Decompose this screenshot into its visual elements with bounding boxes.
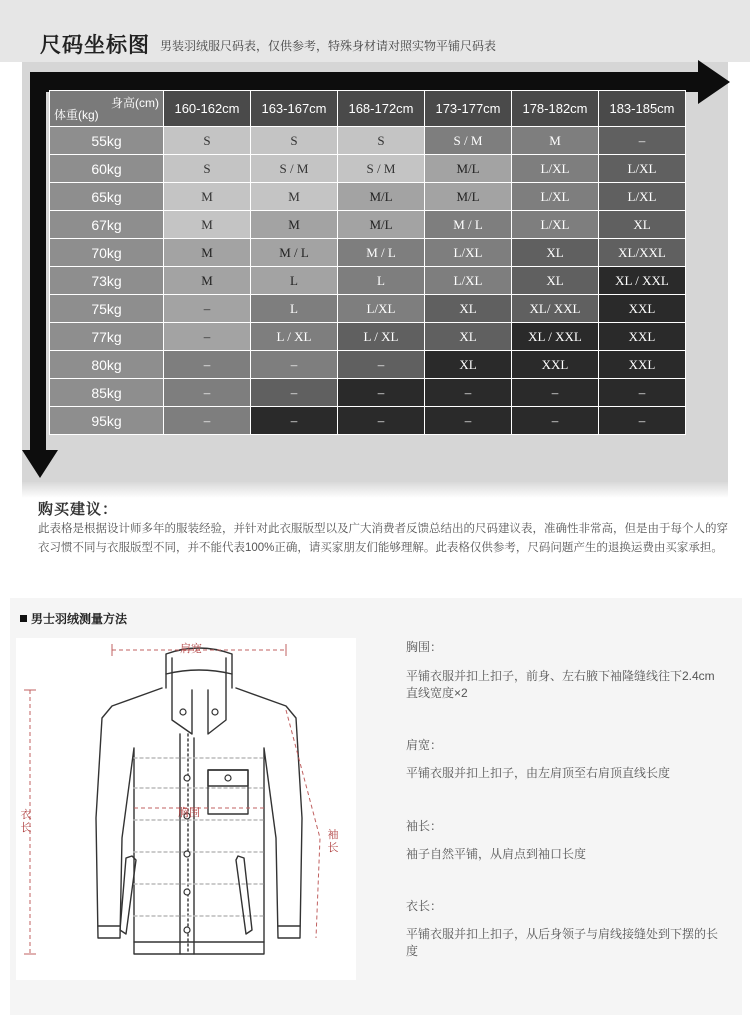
size-cell: M [164,183,251,211]
weight-row-header: 77kg [50,323,164,351]
table-row [50,295,686,323]
weight-row-header: 70kg [50,239,164,267]
size-cell: L [251,295,338,323]
chest-label: 胸围 [178,806,200,819]
advice-title: 购买建议： [38,501,119,518]
tip-text-chest: 平铺衣服并扣上扣子，前身、左右腋下袖隆缝线往下2.4cm直线宽度×2 [406,669,715,700]
size-cell: – [164,351,251,379]
size-cell: – [512,379,599,407]
size-cell: S / M [251,155,338,183]
size-cell: – [599,127,686,155]
weight-row-header: 75kg [50,295,164,323]
size-cell: L/XL [599,155,686,183]
tip-text-sleeve: 袖子自然平铺，从肩点到袖口长度 [406,847,587,861]
size-table-body [50,127,686,435]
size-cell: – [425,379,512,407]
size-cell: L [338,267,425,295]
body-length-label: 衣长 [20,808,32,834]
height-axis-label: 身高(cm) [111,96,159,110]
size-cell: L/XL [425,239,512,267]
table-row [50,351,686,379]
size-cell: M [251,211,338,239]
measurement-title-text: 男士羽绒测量方法 [31,612,128,626]
size-cell: S / M [338,155,425,183]
size-cell: XXL [512,351,599,379]
size-cell: L [251,267,338,295]
size-cell: S [251,127,338,155]
table-row [50,267,686,295]
size-cell: XL [425,323,512,351]
shoulder-width-label: 肩宽 [180,642,202,655]
size-cell: – [512,407,599,435]
size-cell: XXL [599,351,686,379]
axis-corner-cell [50,91,164,127]
table-row [50,127,686,155]
weight-row-header: 60kg [50,155,164,183]
page-subtitle: 男装羽绒服尺码表，仅供参考，特殊身材请对照实物平铺尺码表 [160,39,497,53]
table-row [50,211,686,239]
size-cell: XL [425,351,512,379]
weight-row-header: 55kg [50,127,164,155]
size-cell: L/XL [599,183,686,211]
size-cell: XL [425,295,512,323]
size-cell: XL [512,239,599,267]
size-cell: L/XL [512,155,599,183]
size-cell: – [164,323,251,351]
advice-text: 此表格是根据设计师多年的服装经验，并针对此衣服版型以及广大消费者反馈总结出的尺码建议表，准确性非常高，但是由于每个人的穿衣习惯不同与衣服版型不同，并不能代表100%正确，请买家朋友们能够理解。此表格仅供参考，尺码问题产生的退换运费由买家承担。 [38,523,728,554]
size-cell: XXL [599,295,686,323]
tip-label-sleeve: 袖长： [406,819,443,833]
tip-text-length: 平铺衣服并扣上扣子，从后身领子与肩线接缝处到下摆的长度 [406,927,719,958]
size-cell: L / XL [251,323,338,351]
size-cell: – [425,407,512,435]
height-column-header: 173-177cm [425,91,512,127]
size-table-header-row [50,91,686,127]
size-cell: S [338,127,425,155]
table-row [50,379,686,407]
size-cell: S [164,155,251,183]
tip-label-length: 衣长： [406,899,443,913]
weight-row-header: 85kg [50,379,164,407]
weight-row-header: 65kg [50,183,164,211]
size-cell: XL [599,211,686,239]
size-cell: M / L [251,239,338,267]
size-cell: M/L [425,155,512,183]
size-cell: – [338,379,425,407]
size-cell: S [164,127,251,155]
table-row [50,239,686,267]
tip-label-shoulder: 肩宽： [406,738,443,752]
sleeve-length-label: 袖长 [327,828,339,854]
table-row [50,323,686,351]
size-cell: – [599,379,686,407]
size-cell: M/L [338,183,425,211]
size-cell: – [251,407,338,435]
size-cell: S / M [425,127,512,155]
size-cell: M [164,267,251,295]
size-cell: – [338,351,425,379]
weight-axis-label: 体重(kg) [54,108,99,122]
size-cell: – [251,379,338,407]
table-row [50,155,686,183]
weight-row-header: 67kg [50,211,164,239]
size-cell: – [164,407,251,435]
size-cell: XL / XXL [599,267,686,295]
size-cell: XL/ XXL [512,295,599,323]
size-cell: XL / XXL [512,323,599,351]
size-cell: – [164,379,251,407]
size-cell: L/XL [425,267,512,295]
size-cell: – [251,351,338,379]
size-cell: M [251,183,338,211]
size-cell: M [512,127,599,155]
measurement-title [20,610,127,627]
square-bullet-icon [20,615,27,622]
size-cell: L / XL [338,323,425,351]
size-cell: XL/XXL [599,239,686,267]
size-cell: – [164,295,251,323]
weight-row-header: 80kg [50,351,164,379]
size-cell: L/XL [512,211,599,239]
weight-row-header: 73kg [50,267,164,295]
height-column-header: 178-182cm [512,91,599,127]
size-cell: M/L [338,211,425,239]
tip-label-chest: 胸围： [406,640,443,654]
tip-text-shoulder: 平铺衣服并扣上扣子，由左肩顶至右肩顶直线长度 [406,766,671,780]
table-row [50,407,686,435]
size-cell: – [338,407,425,435]
size-cell: L/XL [338,295,425,323]
jacket-diagram [16,638,356,980]
size-cell: XXL [599,323,686,351]
size-table [49,90,686,435]
size-cell: M [164,239,251,267]
size-cell: M/L [425,183,512,211]
size-cell: XL [512,267,599,295]
size-cell: M [164,211,251,239]
page-title: 尺码坐标图 [40,34,150,57]
size-cell: M / L [338,239,425,267]
size-cell: L/XL [512,183,599,211]
height-column-header: 183-185cm [599,91,686,127]
height-column-header: 160-162cm [164,91,251,127]
size-cell: – [599,407,686,435]
table-row [50,183,686,211]
weight-row-header: 95kg [50,407,164,435]
size-cell: M / L [425,211,512,239]
height-column-header: 163-167cm [251,91,338,127]
height-column-header: 168-172cm [338,91,425,127]
